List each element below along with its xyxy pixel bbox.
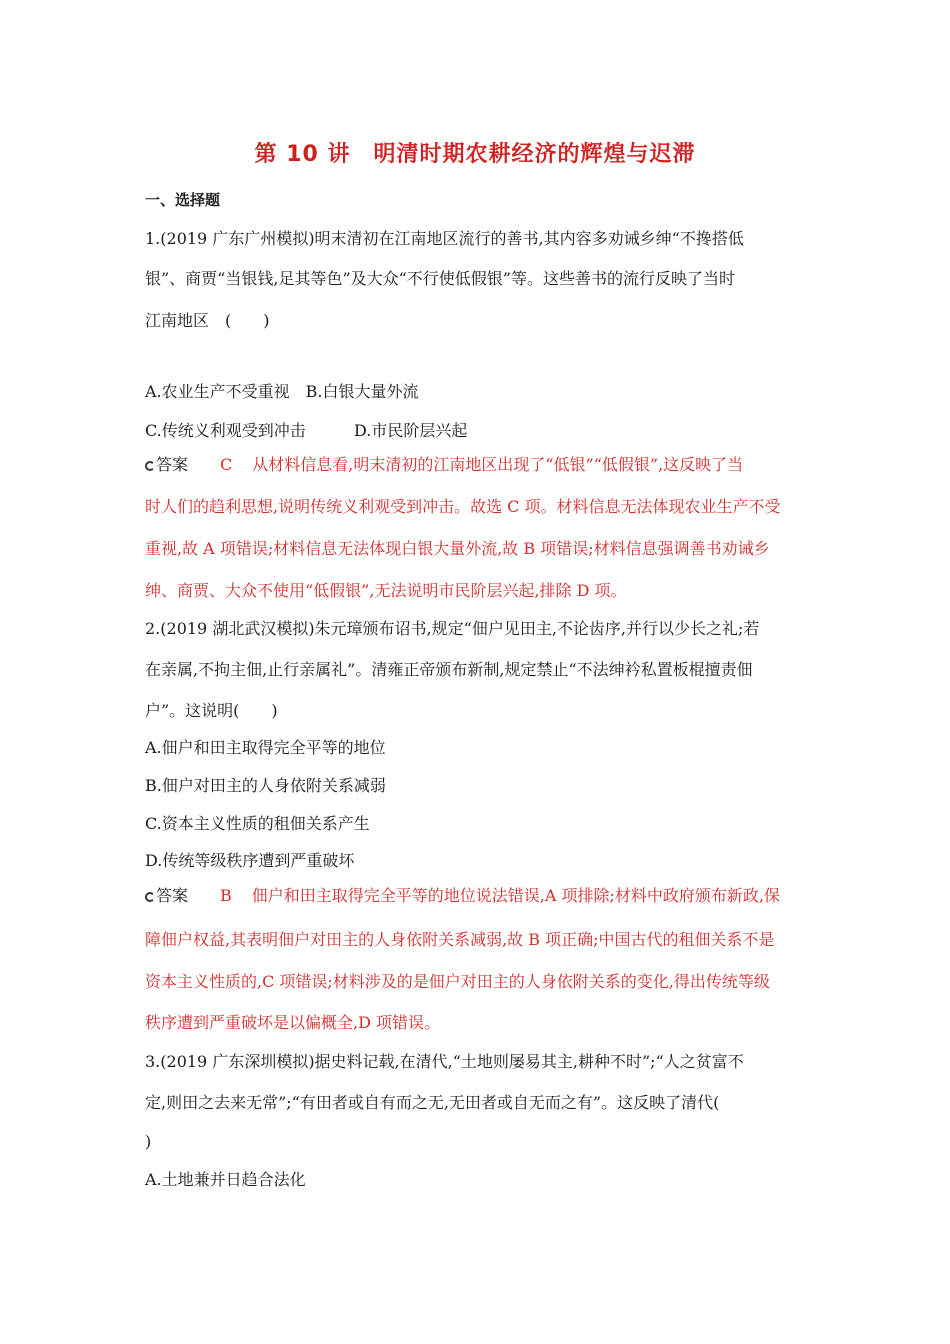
q2-stem-line-2: 在亲属,不拘主佃,止行亲属礼”。清雍正帝颁布新制,规定禁止“不法绅衿私置板棍擅责佃 xyxy=(145,660,753,679)
page-title: 第 10 讲 明清时期农耕经济的辉煌与迟滞 xyxy=(254,142,696,167)
q2-option-c: C.资本主义性质的租佃关系产生 xyxy=(145,814,370,833)
q3-option-a: A.土地兼并日趋合法化 xyxy=(145,1170,306,1189)
answer-marker-icon xyxy=(145,461,155,471)
q1-answer-line-2: 时人们的趋利思想,说明传统义利观受到冲击。故选 C 项。材料信息无法体现农业生产不受 xyxy=(145,497,781,516)
q3-stem-line-3: ) xyxy=(145,1132,152,1151)
q3-stem-line-1: 3.(2019 广东深圳模拟)据史料记载,在清代,“土地则屡易其主,耕种不时”;“人之贫富不 xyxy=(145,1052,744,1071)
q1-answer-line-4: 绅、商贾、大众不使用“低假银”,无法说明市民阶层兴起,排除 D 项。 xyxy=(145,581,627,600)
answer-letter: B xyxy=(220,886,232,905)
q1-option-c: C.传统义利观受到冲击 xyxy=(145,421,306,440)
q1-answer-line-1 xyxy=(145,457,743,473)
q1-stem-line-1: 1.(2019 广东广州模拟)明末清初在江南地区流行的善书,其内容多劝诫乡绅“不搀搭低 xyxy=(145,229,744,248)
answer-label: 答案 xyxy=(156,455,189,474)
q1-option-ab: A.农业生产不受重视 B.白银大量外流 xyxy=(145,382,419,401)
q1-answer-line-3: 重视,故 A 项错误;材料信息无法体现白银大量外流,故 B 项错误;材料信息强调善书劝诫乡 xyxy=(145,539,770,558)
answer-text: 佃户和田主取得完全平等的地位说法错误,A 项排除;材料中政府颁布新政,保 xyxy=(251,886,780,905)
section-heading: 一、选择题 xyxy=(145,191,221,209)
answer-text: 从材料信息看,明末清初的江南地区出现了“低银”“低假银”,这反映了当 xyxy=(252,455,744,474)
q2-answer-line-4: 秩序遭到严重破坏是以偏概全,D 项错误。 xyxy=(145,1013,441,1032)
q3-stem-line-2: 定,则田之去来无常”;“有田者或自有而之无,无田者或自无而之有”。这反映了清代( xyxy=(145,1093,720,1112)
q1-stem-line-2: 银”、商贾“当银钱,足其等色”及大众“不行使低假银”等。这些善书的流行反映了当时 xyxy=(145,269,735,288)
q2-stem-line-1: 2.(2019 湖北武汉模拟)朱元璋颁布诏书,规定“佃户见田主,不论齿序,并行以少长之礼;若 xyxy=(145,619,760,638)
q1-option-d: D.市民阶层兴起 xyxy=(354,421,468,440)
q2-stem-line-3: 户”。这说明( ) xyxy=(145,701,278,720)
q2-answer-line-3: 资本主义性质的,C 项错误;材料涉及的是佃户对田主的人身依附关系的变化,得出传统等级 xyxy=(145,972,770,991)
answer-letter: C xyxy=(220,455,233,474)
q2-option-a: A.佃户和田主取得完全平等的地位 xyxy=(145,738,386,757)
answer-label: 答案 xyxy=(156,886,189,905)
q2-answer-line-1 xyxy=(145,888,780,904)
q1-stem-line-3: 江南地区 ( ) xyxy=(145,311,270,330)
q2-option-d: D.传统等级秩序遭到严重破坏 xyxy=(145,851,355,870)
q2-option-b: B.佃户对田主的人身依附关系减弱 xyxy=(145,776,386,795)
answer-marker-icon xyxy=(145,892,155,902)
q2-answer-line-2: 障佃户权益,其表明佃户对田主的人身依附关系减弱,故 B 项正确;中国古代的租佃关系不是 xyxy=(145,930,775,949)
